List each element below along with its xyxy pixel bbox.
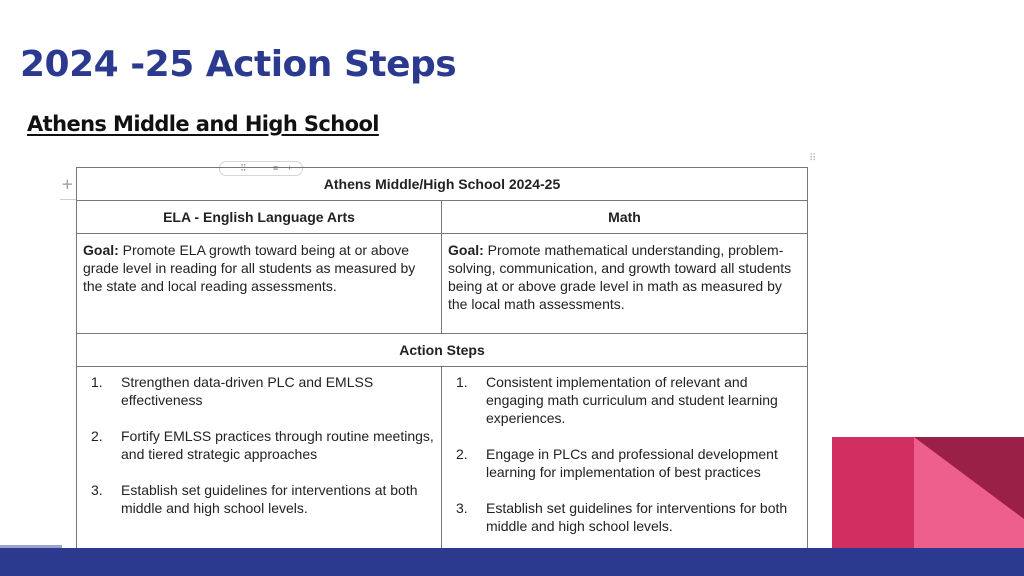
list-item-text: Engage in PLCs and professional development learning for implementation of best practices — [486, 446, 778, 480]
deco-crimson-block — [832, 437, 914, 548]
list-number: 3. — [456, 500, 468, 516]
sort-icon[interactable]: ≡ — [273, 163, 279, 173]
math-goal-text: Promote mathematical understanding, problem-solving, communication, and growth toward all students being at or above grade level in math as measured by the local math assessments. — [448, 242, 792, 312]
list-item — [448, 499, 801, 535]
action-steps-header: Action Steps — [77, 334, 808, 367]
math-steps-list — [448, 373, 801, 535]
list-number: 1. — [456, 374, 468, 390]
column-header-math: Math — [442, 201, 808, 234]
list-item-text: Fortify EMLSS practices through routine meetings, and tiered strategic approaches — [121, 428, 434, 462]
math-steps-cell — [442, 367, 808, 554]
list-item-text: Consistent implementation of relevant and engaging math curriculum and student learning experiences. — [486, 374, 778, 426]
corner-decoration — [832, 437, 1024, 548]
add-row-icon[interactable]: + — [61, 175, 74, 193]
list-item-text: Strengthen data-driven PLC and EMLSS effectiveness — [121, 374, 374, 408]
add-column-icon[interactable]: + — [287, 163, 293, 173]
list-item — [83, 373, 435, 409]
math-goal-cell — [442, 234, 808, 334]
list-item — [83, 427, 435, 463]
drag-handle-icon[interactable]: ⠿ — [240, 163, 247, 173]
row-guide-line — [60, 199, 77, 200]
list-item — [83, 481, 435, 517]
action-steps-table — [76, 167, 808, 554]
bottom-bar — [0, 548, 1024, 576]
list-item — [448, 373, 801, 427]
column-header-ela: ELA - English Language Arts — [77, 201, 442, 234]
ela-steps-cell — [77, 367, 442, 554]
column-handle-icon[interactable]: ⠿ — [809, 153, 815, 164]
list-number: 3. — [91, 482, 103, 498]
ela-steps-list — [83, 373, 435, 517]
ela-goal-cell — [77, 234, 442, 334]
slide-subtitle: Athens Middle and High School — [27, 112, 379, 136]
list-item-text: Establish set guidelines for interventions at both middle and high school levels. — [121, 482, 418, 516]
list-item — [448, 445, 801, 481]
list-number: 2. — [91, 428, 103, 444]
goal-label: Goal: — [448, 242, 484, 258]
ela-goal-text: Promote ELA growth toward being at or above grade level in reading for all students as measured by the state and local reading assessments. — [83, 242, 416, 294]
list-number: 1. — [91, 374, 103, 390]
table-header: Athens Middle/High School 2024-25 — [77, 168, 808, 201]
list-item-text: Establish set guidelines for interventions for both middle and high school levels. — [486, 500, 788, 534]
slide-title: 2024 -25 Action Steps — [20, 44, 457, 85]
list-number: 2. — [456, 446, 468, 462]
goal-label: Goal: — [83, 242, 119, 258]
